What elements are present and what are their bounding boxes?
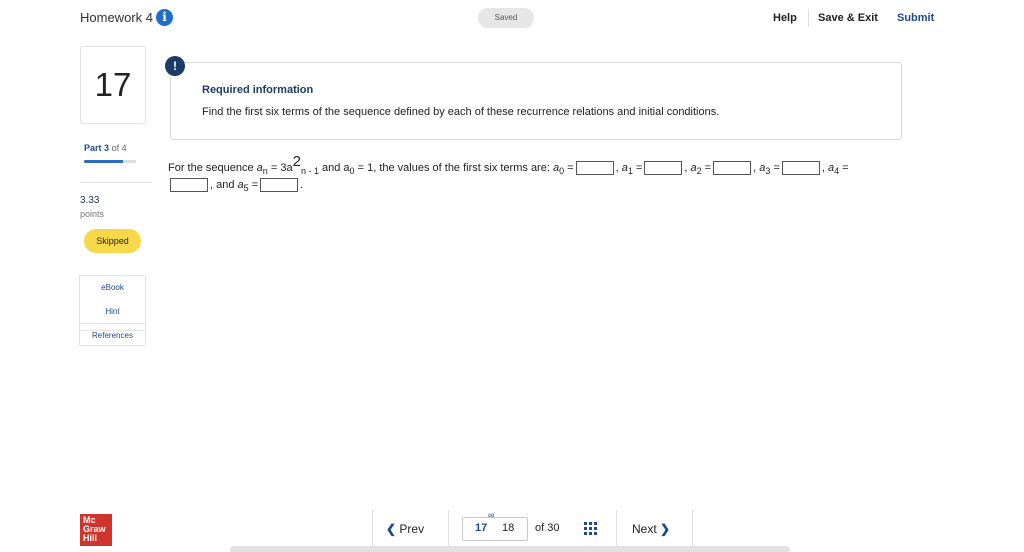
part-prefix: Part bbox=[84, 143, 102, 153]
term-a3-label: a bbox=[759, 162, 766, 174]
nav-divider-left bbox=[372, 510, 373, 546]
required-info-text: Find the first six terms of the sequence defined by each of these recurrence relations and initial conditions. bbox=[202, 106, 720, 118]
sub-n: n bbox=[262, 166, 268, 176]
nav-divider-prev bbox=[448, 510, 449, 546]
term-a2-label: a bbox=[690, 162, 697, 174]
required-info-title: Required information bbox=[202, 84, 314, 96]
info-icon[interactable]: i bbox=[156, 9, 173, 26]
equals: = bbox=[632, 162, 643, 174]
logo-line-3: Hill bbox=[83, 533, 98, 543]
tools-divider bbox=[80, 323, 145, 324]
term-a4-sub: 4 bbox=[834, 166, 840, 176]
comma: , bbox=[753, 162, 757, 174]
sup-2: 2 bbox=[292, 153, 301, 170]
term-a1-sub: 1 bbox=[627, 166, 633, 176]
term-a5-label: a bbox=[237, 178, 244, 191]
prompt-and: and a bbox=[318, 162, 350, 174]
equals: = bbox=[770, 162, 780, 174]
comma: , bbox=[615, 162, 619, 174]
hint-link[interactable]: Hint bbox=[105, 307, 120, 316]
part-progress-fill bbox=[84, 160, 123, 163]
part-total: of 4 bbox=[111, 143, 127, 153]
term-a0-sub: 0 bbox=[559, 166, 565, 176]
question-number: 17 bbox=[80, 46, 146, 124]
saved-status-badge: Saved bbox=[478, 8, 534, 28]
link-icon: ∞ bbox=[488, 510, 495, 520]
equals: = bbox=[248, 178, 259, 191]
comma: , bbox=[821, 162, 825, 174]
term-a2-sub: 2 bbox=[696, 166, 702, 176]
chevron-left-icon: ❮ bbox=[386, 522, 397, 536]
help-button[interactable]: Help bbox=[773, 12, 797, 24]
answer-a0-input[interactable] bbox=[576, 161, 614, 175]
answer-a5-input[interactable] bbox=[260, 178, 298, 192]
nav-divider-right bbox=[692, 510, 693, 546]
next-button[interactable] bbox=[632, 522, 670, 536]
points-label: points bbox=[80, 209, 105, 219]
question-prompt bbox=[168, 153, 849, 176]
term-a5-sub: 5 bbox=[243, 182, 249, 193]
equals: = bbox=[839, 162, 849, 174]
term-a4-label: a bbox=[827, 162, 835, 174]
part-current: 3 bbox=[104, 143, 110, 153]
grid-view-icon[interactable] bbox=[584, 522, 597, 535]
period: . bbox=[300, 178, 304, 191]
next-label: Next bbox=[632, 522, 657, 536]
submit-button[interactable]: Submit bbox=[897, 12, 935, 24]
tools-panel bbox=[79, 275, 146, 346]
chevron-right-icon: ❯ bbox=[660, 522, 671, 536]
references-link[interactable]: References bbox=[80, 330, 145, 340]
logo-line-2: Graw bbox=[83, 524, 106, 534]
skipped-status-badge: Skipped bbox=[84, 229, 141, 253]
question-prompt-line2 bbox=[168, 178, 303, 192]
sub-0: 0 bbox=[349, 166, 355, 176]
var-a: a bbox=[256, 162, 263, 174]
prompt-init: = 1, the values of the first six terms are: bbox=[354, 162, 553, 174]
assignment-title: Homework 4 bbox=[80, 10, 153, 25]
part-indicator bbox=[84, 143, 127, 153]
required-info-box bbox=[170, 62, 902, 140]
alert-icon: ! bbox=[165, 56, 185, 76]
equals: = bbox=[701, 162, 712, 174]
header-divider bbox=[808, 9, 809, 27]
mcgraw-hill-logo bbox=[80, 514, 112, 546]
left-divider bbox=[80, 182, 152, 183]
term-a1-label: a bbox=[621, 162, 628, 174]
equals: = bbox=[564, 162, 574, 174]
points-value: 3.33 bbox=[80, 195, 100, 206]
page-total: of 30 bbox=[535, 522, 560, 534]
comma: , bbox=[684, 162, 688, 174]
answer-a2-input[interactable] bbox=[713, 161, 751, 175]
nav-divider-next bbox=[616, 510, 617, 546]
next-page-number[interactable]: 18 bbox=[502, 522, 515, 534]
answer-a4-input[interactable] bbox=[170, 178, 208, 192]
ebook-link[interactable]: eBook bbox=[101, 283, 124, 292]
term-a0-label: a bbox=[552, 162, 560, 174]
term-a3-sub: 3 bbox=[765, 166, 771, 176]
sub-n-minus-1: n - 1 bbox=[300, 166, 319, 176]
page-selector[interactable] bbox=[462, 517, 528, 541]
prompt-intro: For the sequence bbox=[168, 162, 257, 174]
logo-line-1: Mc bbox=[83, 515, 96, 525]
part-progress-bar bbox=[84, 160, 136, 163]
save-exit-button[interactable]: Save & Exit bbox=[818, 12, 878, 24]
answer-a1-input[interactable] bbox=[644, 161, 682, 175]
prev-button[interactable] bbox=[386, 522, 424, 536]
prompt-and-final: , and bbox=[210, 178, 235, 191]
current-page[interactable]: 17 bbox=[475, 522, 488, 534]
top-bar bbox=[0, 0, 1024, 38]
prompt-eq: = 3a bbox=[267, 162, 293, 174]
bottom-shadow bbox=[230, 546, 790, 552]
answer-a3-input[interactable] bbox=[782, 161, 820, 175]
prev-label: Prev bbox=[399, 522, 425, 536]
